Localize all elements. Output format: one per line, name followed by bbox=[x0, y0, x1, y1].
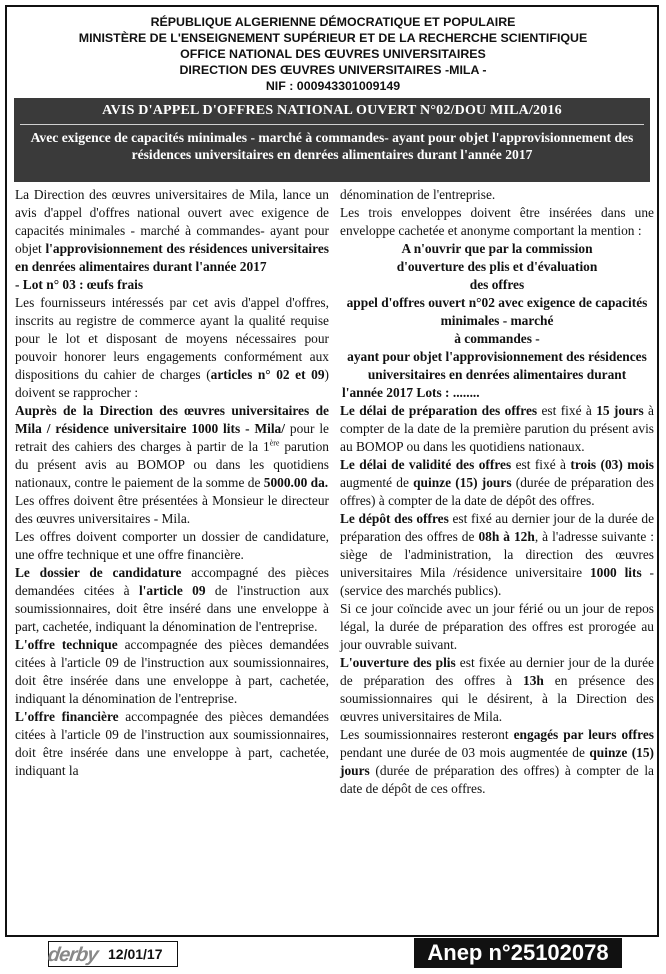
validity-text2: augmenté de bbox=[340, 475, 414, 490]
deposit-text3: - (service des marchés publics). bbox=[340, 565, 654, 598]
technical-label: L'offre technique bbox=[15, 637, 118, 652]
commitment-text2: pendant une durée de 03 mois augmentée de bbox=[340, 745, 590, 760]
preparation-label: Le délai de préparation des offres bbox=[340, 403, 538, 418]
retrieval-text2: parution du présent avis au BOMOP ou dans les quotidiens nationaux, contre le paiement de la somme de bbox=[15, 439, 329, 490]
paragraph-candidature bbox=[15, 564, 329, 636]
validity-days: quinze (15) jours bbox=[413, 475, 512, 490]
paragraph-technical bbox=[15, 636, 329, 708]
publication-date: 12/01/17 bbox=[108, 946, 163, 962]
paragraph-financial bbox=[15, 708, 329, 780]
header-line-ministry: MINISTÈRE DE L'ENSEIGNEMENT SUPÉRIEUR ET DE LA RECHERCHE SCIENTIFIQUE bbox=[78, 31, 588, 46]
right-column bbox=[340, 186, 654, 798]
deposit-hours: 08h à 12h bbox=[478, 529, 535, 544]
letterhead bbox=[6, 14, 660, 94]
retrieval-text: pour le retrait des cahiers des charges à partir de la 1 bbox=[15, 421, 329, 454]
left-column bbox=[15, 186, 329, 780]
header-line-direction: DIRECTION DES ŒUVRES UNIVERSITAIRES -MILA - bbox=[179, 63, 487, 78]
paragraph-presentation: Les offres doivent être présentées à Monsieur le directeur des œuvres universitaires - Mila. bbox=[15, 493, 329, 526]
paragraph-retrieval bbox=[15, 402, 329, 492]
derby-logo-text: derby bbox=[46, 944, 100, 966]
notice-title: AVIS D'APPEL D'OFFRES NATIONAL OUVERT N°02/DOU MILA/2016 bbox=[102, 103, 562, 118]
paragraph-preparation bbox=[340, 402, 654, 456]
lot-label: - Lot n° 03 : œufs frais bbox=[15, 277, 144, 292]
mention-line: à commandes - bbox=[454, 331, 540, 346]
anep-reference: Anep n°25102078 bbox=[414, 938, 622, 968]
preparation-duration: 15 jours bbox=[596, 403, 644, 418]
mention-line: appel d'offres ouvert n°02 avec exigence de capacités minimales - marché bbox=[346, 295, 648, 328]
opening-text: est fixée au dernier jour de la durée de préparation des offres à bbox=[340, 655, 654, 688]
deposit-text2: , à l'adresse suivante : siège de l'administration, la direction des œuvres universitaires Mila /résidence universitaire bbox=[340, 529, 654, 580]
derby-logo bbox=[48, 944, 104, 966]
suppliers-end: ) doivent se rapprocher : bbox=[15, 367, 329, 400]
notice-subtitle: Avec exigence de capacités minimales - marché à commandes- ayant pour objet l'approvisionnement des résidences universitaires en denrées alimentaires durant l'année 2017 bbox=[30, 130, 634, 162]
mention-line: des offres bbox=[469, 277, 525, 292]
header-line-office: OFFICE NATIONAL DES ŒUVRES UNIVERSITAIRES bbox=[180, 47, 486, 62]
commitment-days: quinze (15) jours bbox=[340, 745, 654, 778]
validity-text3: (durée de préparation des offres) à compter de la date de dépôt des offres. bbox=[340, 475, 654, 508]
preparation-text: est fixé à bbox=[537, 403, 597, 418]
mention-line: ayant pour objet l'approvisionnement des résidences universitaires en denrées alimentaires durant bbox=[347, 349, 647, 382]
opening-label: L'ouverture des plis bbox=[340, 655, 456, 670]
header-line-republic: RÉPUBLIQUE ALGERIENNE DÉMOCRATIQUE ET POPULAIRE bbox=[150, 15, 516, 29]
paragraph-commitment bbox=[340, 726, 654, 798]
candidature-text2: de l'instruction aux soumissionnaires, doit être inséré dans une enveloppe à part, cachetée, indiquant la dénomination de l'entreprise. bbox=[15, 583, 329, 634]
deposit-residence: 1000 lits bbox=[589, 565, 642, 580]
intro-object: l'approvisionnement des résidences universitaires en denrées alimentaires durant l'année 2017 bbox=[15, 241, 329, 274]
suppliers-articles: articles n° 02 et 09 bbox=[210, 367, 325, 382]
retrieval-address: Auprès de la Direction des œuvres universitaires de Mila / résidence universitaire 1000 lits - Mila/ bbox=[15, 403, 329, 436]
mention-line: d'ouverture des plis et d'évaluation bbox=[396, 259, 598, 274]
intro-text: La Direction des œuvres universitaires de Mila, lance un avis d'appel d'offres national ouvert avec exigence de capacités minimales - marché à commandes- ayant pour objet bbox=[15, 187, 329, 256]
paragraph-suppliers bbox=[15, 294, 329, 402]
suppliers-text: Les fournisseurs intéressés par cet avis d'appel d'offres, inscrits au registre de commerce ayant la qualité requise pour le lot et disposant de moyens nécessaires pour pouvoir honorer leurs engagements conformément aux dispositions du cahier de charges ( bbox=[15, 295, 329, 382]
title-banner bbox=[14, 98, 650, 182]
validity-months: trois (03) mois bbox=[570, 457, 655, 472]
validity-text: est fixé à bbox=[511, 457, 571, 472]
paragraph-intro bbox=[15, 186, 329, 276]
deposit-label: Le dépôt des offres bbox=[340, 511, 449, 526]
financial-label: L'offre financière bbox=[15, 709, 119, 724]
preparation-text2: à compter de la date de la première parution du présent avis au BOMOP ou dans les quotidiens nationaux. bbox=[340, 403, 655, 454]
banner-divider bbox=[20, 124, 644, 125]
retrieval-sup: ère bbox=[269, 438, 280, 448]
validity-label: Le délai de validité des offres bbox=[340, 457, 512, 472]
paragraph-holiday: Si ce jour coïncide avec un jour férié ou un jour de repos légal, la durée de préparation des offres est prorogée au jour ouvrable suivant. bbox=[340, 601, 654, 652]
opening-hour: 13h bbox=[523, 673, 544, 688]
candidature-label: Le dossier de candidature bbox=[15, 565, 182, 580]
paragraph-validity bbox=[340, 456, 654, 510]
paragraph-envelopes: Les trois enveloppes doivent être insérées dans une enveloppe cachetée et anonyme comportant la mention : bbox=[340, 205, 654, 238]
header-line-nif: NIF : 000943301009149 bbox=[265, 79, 401, 94]
lot-line bbox=[15, 276, 329, 294]
deposit-text: est fixé au dernier jour de la durée de préparation des offres de bbox=[340, 511, 655, 544]
paragraph-opening bbox=[340, 654, 654, 726]
paragraph-financial-end: dénomination de l'entreprise. bbox=[340, 187, 496, 202]
paragraph-contents: Les offres doivent comporter un dossier de candidature, une offre technique et une offre financière. bbox=[15, 529, 329, 562]
retrieval-amount: 5000.00 da. bbox=[263, 475, 329, 490]
mention-line: A n'ouvrir que par la commission bbox=[401, 241, 593, 256]
candidature-text: accompagné des pièces demandées citées à bbox=[15, 565, 330, 598]
paragraph-deposit bbox=[340, 510, 654, 600]
financial-text: accompagnée des pièces demandées citées à l'article 09 de l'instruction aux soumissionnaires, doit être insérée dans une enveloppe à part, cachetée, indiquant la bbox=[15, 709, 330, 778]
commitment-label: engagés par leurs offres bbox=[513, 727, 654, 742]
commitment-text: Les soumissionnaires resteront bbox=[340, 727, 514, 742]
mention-line: l'année 2017 Lots : ........ bbox=[342, 385, 480, 400]
commitment-text3: (durée de préparation des offres) à compter de la date de dépôt de ces offres. bbox=[340, 763, 654, 796]
envelope-mention bbox=[340, 240, 654, 402]
candidature-article: l'article 09 bbox=[138, 583, 206, 598]
technical-text: accompagnée des pièces demandées citées à l'article 09 de l'instruction aux soumissionnaires, doit être insérée dans une enveloppe à part, cachetée, indiquant la dénomination de l'entreprise. bbox=[15, 637, 329, 706]
opening-text2: en présence des soumissionnaires qui le désirent, à la Direction des œuvres universitaires de Mila. bbox=[340, 673, 654, 724]
